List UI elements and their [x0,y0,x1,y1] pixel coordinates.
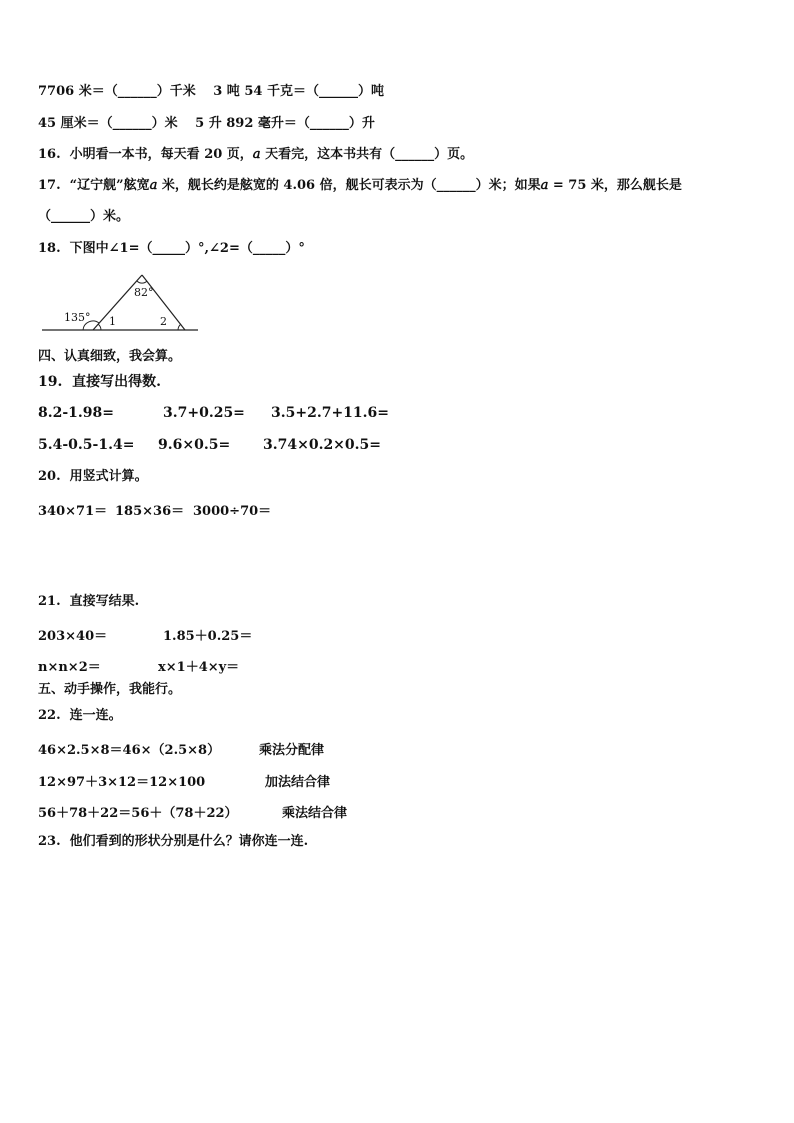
q20-c1: 340×71＝ [38,504,108,519]
triangle-left-side [93,275,142,330]
q19-r2-c3: 3.74×0.2×0.5= [263,437,382,453]
q19-r1-c3: 3.5+2.7+11.6= [271,405,390,421]
q22-expr-2: 12×97＋3×12＝12×100 [38,775,206,790]
q19-r2-c2: 9.6×0.5= [158,437,231,453]
q20-c2: 185×36＝ [115,504,185,519]
q22-law-3: 乘法结合律 [282,806,348,821]
q15-line-1: 7706 米＝（______）千米 3 吨 54 千克＝（______）吨 [38,84,384,99]
q19-r1-c1: 8.2-1.98= [38,405,114,421]
apex-angle-arc [137,281,147,283]
section-5-heading: 五、动手操作，我能行。 [38,682,182,697]
triangle-figure [38,268,200,336]
angle1-label: 1 [109,315,116,328]
q19-r1-c2: 3.7+0.25= [163,405,245,421]
q15-line-2: 45 厘米＝（______）米 5 升 892 毫升＝（______）升 [38,116,375,131]
apex-angle-label: 82° [134,286,154,299]
q21-r1-c1: 203×40＝ [38,629,108,644]
q22-law-1: 乘法分配律 [259,743,325,758]
q18-line: 18. 下图中∠1=（_____）°,∠2=（_____）° [38,241,305,256]
q22-expr-3: 56＋78＋22＝56＋（78＋22） [38,806,238,821]
q19-heading: 19. 直接写出得数. [38,374,161,390]
angle1-arc [98,324,101,330]
q21-r2-c2: x×1＋4×y＝ [158,660,240,675]
q22-heading: 22. 连一连。 [38,708,122,723]
outer-angle-label: 135° [64,311,91,324]
q17-line-1: 17. “辽宁舰”舷宽𝑎 米，舰长约是舷宽的 4.06 倍，舰长可表示为（______）米；如果𝑎 = 75 米，那么舰长是 [38,178,682,193]
q17-line-2: （______）米。 [38,209,130,224]
angle2-label: 2 [160,315,167,328]
q21-r2-c1: n×n×2＝ [38,660,101,675]
q22-expr-1: 46×2.5×8＝46×（2.5×8） [38,743,221,758]
q16-line: 16. 小明看一本书，每天看 20 页，𝑎 天看完，这本书共有（______）页。 [38,147,474,162]
angle2-arc [178,324,181,330]
q21-r1-c2: 1.85＋0.25＝ [163,629,253,644]
q23-heading: 23. 他们看到的形状分别是什么？请你连一连. [38,834,309,849]
q20-heading: 20. 用竖式计算。 [38,469,148,484]
section-4-heading: 四、认真细致，我会算。 [38,349,182,364]
q21-heading: 21. 直接写结果. [38,594,140,609]
q22-law-2: 加法结合律 [265,775,331,790]
q20-c3: 3000÷70＝ [193,504,272,519]
q19-r2-c1: 5.4-0.5-1.4= [38,437,135,453]
